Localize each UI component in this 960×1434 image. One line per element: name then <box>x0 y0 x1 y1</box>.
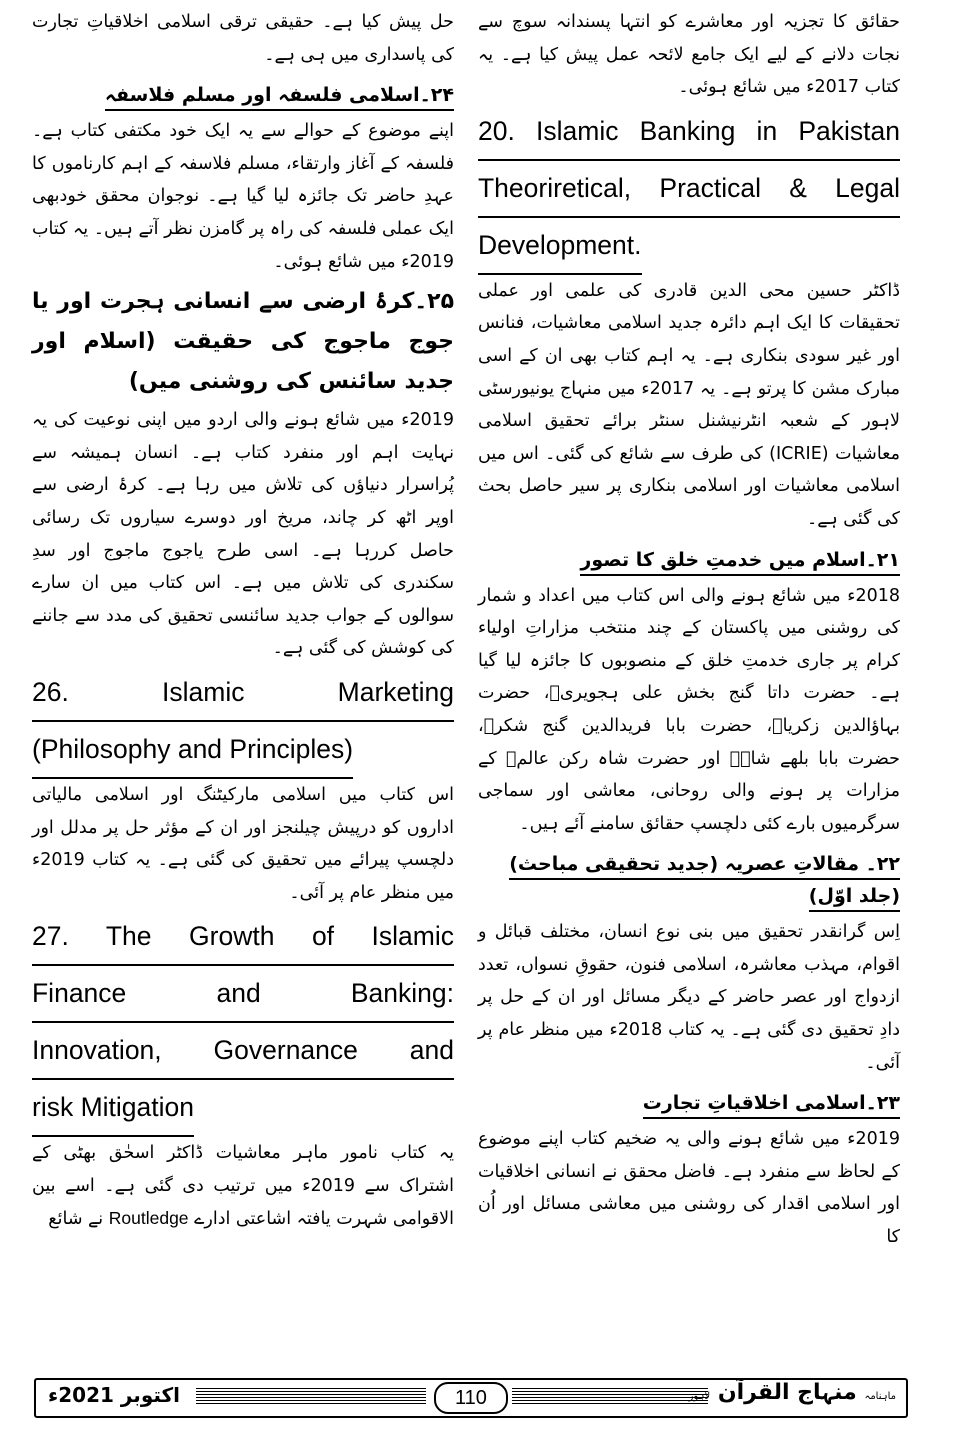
book22-body: اِس گرانقدر تحقیق میں بنی نوع انسان، مختلف قبائل و اقوام، مہذب معاشرہ، اسلامی فنون، حقوقِ نسواں، تعدد ازدواج اور عصر حاضر کے دیگر مسائل اور ان کے حل پر دادِ تحقیق دی گئی ہے۔ یہ کتاب 2018ء میں منظر عام پر آئی۔ <box>478 922 900 1073</box>
magazine-name: منہاج القرآن <box>717 1380 857 1405</box>
magazine-small-label: ماہنامہ <box>864 1391 896 1402</box>
book21-title: ۲۱۔اسلام میں خدمتِ خلق کا تصور <box>580 549 900 576</box>
intro-paragraph: حقائق کا تجزیہ اور معاشرے کو انتہا پسندانہ سوچ سے نجات دلانے کے لیے ایک جامع لائحہ عمل پیش کیا ہے۔ یہ کتاب 2017ء میں شائع ہوئی۔ <box>478 12 900 98</box>
book20-title-line3: Development. <box>478 218 642 275</box>
book26-title-line1: 26. Islamic Marketing <box>32 665 454 722</box>
book25-body: 2019ء میں شائع ہونے والی اردو میں اپنی نوعیت کی یہ نہایت اہم اور منفرد کتاب ہے۔ انسان ہمیشہ سے پُراسرار دنیاؤں کی تلاش میں رہا ہے۔ کرۂ ارضی سے اوپر اٹھ کر چاند، مریخ اور دوسرے سیاروں تک رسائی حاصل کررہا ہے۔ اسی طرح یاجوج ماجوج اور سدِ سکندری کی تلاش میں ہے۔ اس کتاب میں ان سارے سوالوں کے جواب جدید سائنسی تحقیق کی مدد سے جاننے کی کوشش کی گئی ہے۔ <box>32 410 454 659</box>
page-footer <box>34 1378 908 1418</box>
book21-heading <box>478 544 900 576</box>
footer-rule-right <box>512 1388 708 1406</box>
continuation-paragraph: حل پیش کیا ہے۔ حقیقی ترقی اسلامی اخلاقیاتِ تجارت کی پاسداری میں ہی ہے۔ <box>32 12 454 65</box>
book27-title-line3: Innovation, Governance and <box>32 1023 454 1080</box>
book24-body: اپنے موضوع کے حوالے سے یہ ایک خود مکتفی کتاب ہے۔ فلسفہ کے آغاز وارتقاء، مسلم فلاسفہ کے اہم کارناموں کا عہدِ حاضر تک جائزہ لیا گیا ہے۔ نوجوان محقق خودبھی ایک عملی فلسفہ کی راہ پر گامزن نظر آتے ہیں۔ یہ کتاب 2019ء میں شائع ہوئی۔ <box>32 121 454 272</box>
book21-body: 2018ء میں شائع ہونے والی اس کتاب میں اعداد و شمار کی روشنی میں پاکستان کے چند منتخب مزاراتِ اولیاء کرام پر جاری خدمتِ خلق کے منصوبوں کا جائزہ لیا گیا ہے۔ حضرت داتا گنج بخش علی ہجویریؒ، حضرت بہاؤالدین زکریاؒ، حضرت بابا فریدالدین گنج شکرؒ، حضرت بابا بلھے شاہؒ اور حضرت شاہ رکن عالمؒ کے مزارات پر ہونے والی روحانی، معاشی اور سماجی سرگرمیوں بارے کئی دلچسپ حقائق سامنے آئے ہیں۔ <box>478 585 900 834</box>
book27-title-line1: 27. The Growth of Islamic <box>32 909 454 966</box>
left-column <box>32 6 454 1236</box>
magazine-city: لاہور <box>688 1391 711 1402</box>
book27-title-line4: risk Mitigation <box>32 1080 194 1137</box>
book20-title-line2: Theoriretical, Practical & Legal <box>478 161 900 218</box>
book24-heading <box>32 79 454 111</box>
book20-body: ڈاکٹر حسین محی الدین قادری کی علمی اور عملی تحقیقات کا ایک اہم دائرہ جدید اسلامی معاشیات، فنانس اور غیر سودی بنکاری ہے۔ یہ اہم کتاب بھی ان کے اسی مبارک مشن کا پرتو ہے۔ یہ 2017ء میں منہاج یونیورسٹی لاہور کے شعبہ انٹرنیشنل سنٹر برائے تحقیق اسلامی معاشیات (ICRIE) کی طرف سے شائع کی گئی۔ اس میں اسلامی معاشیات اور اسلامی بنکاری پر سیر حاصل بحث کی گئی ہے۔ <box>478 280 900 529</box>
book23-title: ۲۳۔اسلامی اخلاقیاتِ تجارت <box>643 1092 900 1119</box>
footer-rule-left <box>196 1388 426 1406</box>
right-column <box>478 6 900 1254</box>
column-divider <box>462 8 463 1368</box>
book22-heading <box>478 848 900 912</box>
book23-heading <box>478 1087 900 1119</box>
publisher-name: Routledge <box>108 1208 189 1229</box>
issue-date: اکتوبر 2021ء <box>48 1383 181 1407</box>
book25-title: ۲۵۔کرۂ ارضی سے انسانی ہجرت اور یا جوج ماجوج کی حقیقت (اسلام اور جدید سائنس کی روشنی میں) <box>32 289 454 395</box>
book27-body-a: یہ کتاب نامور ماہر معاشیات ڈاکٹر اسحٰق بھٹی کے اشتراک سے 2019ء میں ترتیب دی گئی ہے۔ اسے بین الاقوامی شہرت یافتہ اشاعتی ادارے <box>32 1143 454 1230</box>
book22-title: ۲۲۔ مقالاتِ عصریہ (جدید تحقیقی مباحث) (جلد اوّل) <box>509 853 900 912</box>
page-number: 110 <box>434 1382 508 1414</box>
book26-title-line2: (Philosophy and Principles) <box>32 722 353 779</box>
book27-title-line2: Finance and Banking: <box>32 966 454 1023</box>
magazine-masthead <box>689 1380 896 1405</box>
book24-title: ۲۴۔اسلامی فلسفہ اور مسلم فلاسفہ <box>105 84 454 111</box>
book23-body: 2019ء میں شائع ہونے والی یہ ضخیم کتاب اپنے موضوع کے لحاظ سے منفرد ہے۔ فاضل محقق نے انسانی اخلاقیات اور اسلامی اقدار کی روشنی میں معاشی مسائل اور اُن کا <box>478 1129 900 1248</box>
book27-body <box>32 1137 454 1236</box>
book20-title-line1: 20. Islamic Banking in Pakistan <box>478 104 900 161</box>
book26-body: اس کتاب میں اسلامی مارکیٹنگ اور اسلامی مالیاتی اداروں کو درپیش چیلنجز اور ان کے مؤثر حل پر مدلل اور دلچسپ پیرائے میں تحقیق کی گئی ہے۔ یہ کتاب 2019ء میں منظر عام پر آئی۔ <box>32 784 454 903</box>
book27-body-b: نے شائع <box>48 1209 104 1230</box>
